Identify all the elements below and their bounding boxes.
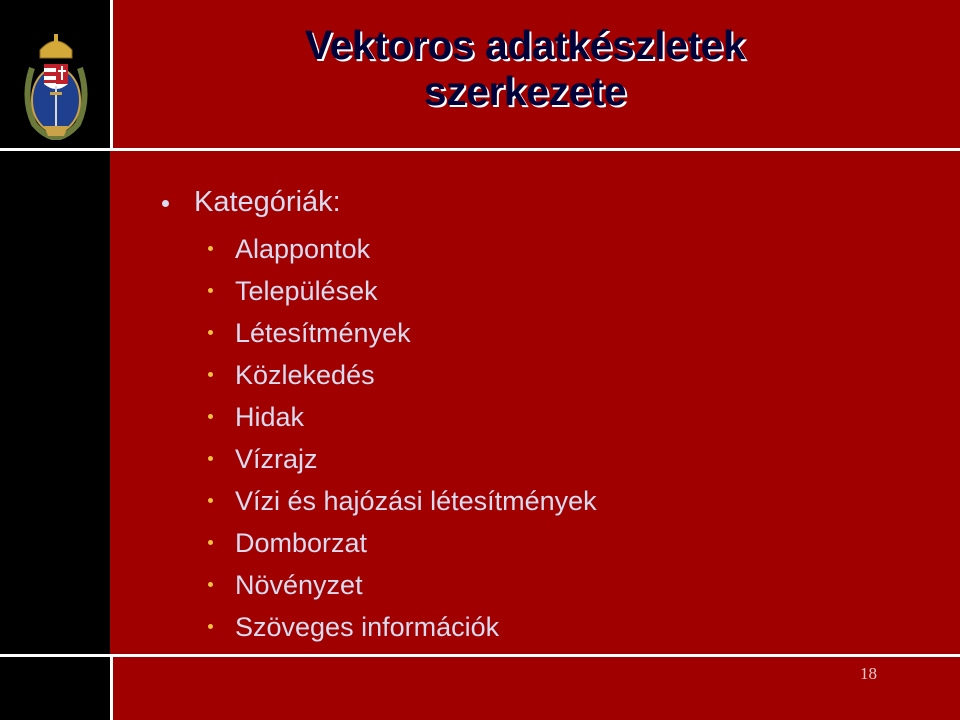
- sub-bullet-item: [208, 275, 378, 307]
- sub-bullet-icon: [208, 624, 213, 629]
- bullet-item-categories: [160, 186, 341, 219]
- sub-bullet-icon: [208, 288, 213, 293]
- sub-bullet-item: [208, 569, 363, 601]
- sub-bullet-label: Alappontok: [235, 234, 371, 264]
- sub-bullet-item: [208, 401, 304, 433]
- bullet-icon: [162, 200, 169, 207]
- sub-bullet-label: Növényzet: [235, 570, 363, 600]
- page-number: 18: [860, 664, 877, 683]
- sub-bullet-item: [208, 359, 375, 391]
- sub-bullet-label: Létesítmények: [235, 318, 411, 348]
- footer-vertical-divider: [110, 654, 113, 720]
- footer-divider: [0, 654, 960, 657]
- sub-bullet-label: Települések: [235, 276, 378, 306]
- sub-bullet-icon: [208, 498, 213, 503]
- sub-bullet-icon: [208, 582, 213, 587]
- sub-bullet-label: Hidak: [235, 402, 305, 432]
- sub-bullet-label: Domborzat: [235, 528, 368, 558]
- sub-bullet-icon: [208, 414, 213, 419]
- sub-bullet-icon: [208, 540, 213, 545]
- sub-bullet-icon: [208, 456, 213, 461]
- header-vertical-divider: [110, 0, 113, 148]
- sub-bullet-item: [208, 443, 318, 475]
- sub-bullet-icon: [208, 246, 213, 251]
- sub-bullet-item: [208, 233, 370, 265]
- sub-bullet-icon: [208, 330, 213, 335]
- slide-title: [205, 22, 845, 114]
- header-divider: [0, 148, 960, 151]
- slide-title-line-2: szerkezete: [423, 68, 627, 114]
- sub-bullet-item: [208, 611, 499, 643]
- sub-bullet-item: [208, 527, 367, 559]
- sub-bullet-label: Vízi és hajózási létesítmények: [235, 486, 597, 516]
- sub-bullet-item: [208, 485, 597, 517]
- sub-bullet-icon: [208, 372, 213, 377]
- sub-bullet-label: Vízrajz: [235, 444, 318, 474]
- sub-bullet-label: Szöveges információk: [235, 612, 500, 642]
- sub-bullet-label: Közlekedés: [235, 360, 375, 390]
- slide-title-line-1: Vektoros adatkészletek: [304, 22, 746, 68]
- sub-bullet-item: [208, 317, 411, 349]
- bullet-item-label: Kategóriák:: [194, 186, 341, 218]
- hungarian-coat-of-arms-icon: [20, 28, 92, 140]
